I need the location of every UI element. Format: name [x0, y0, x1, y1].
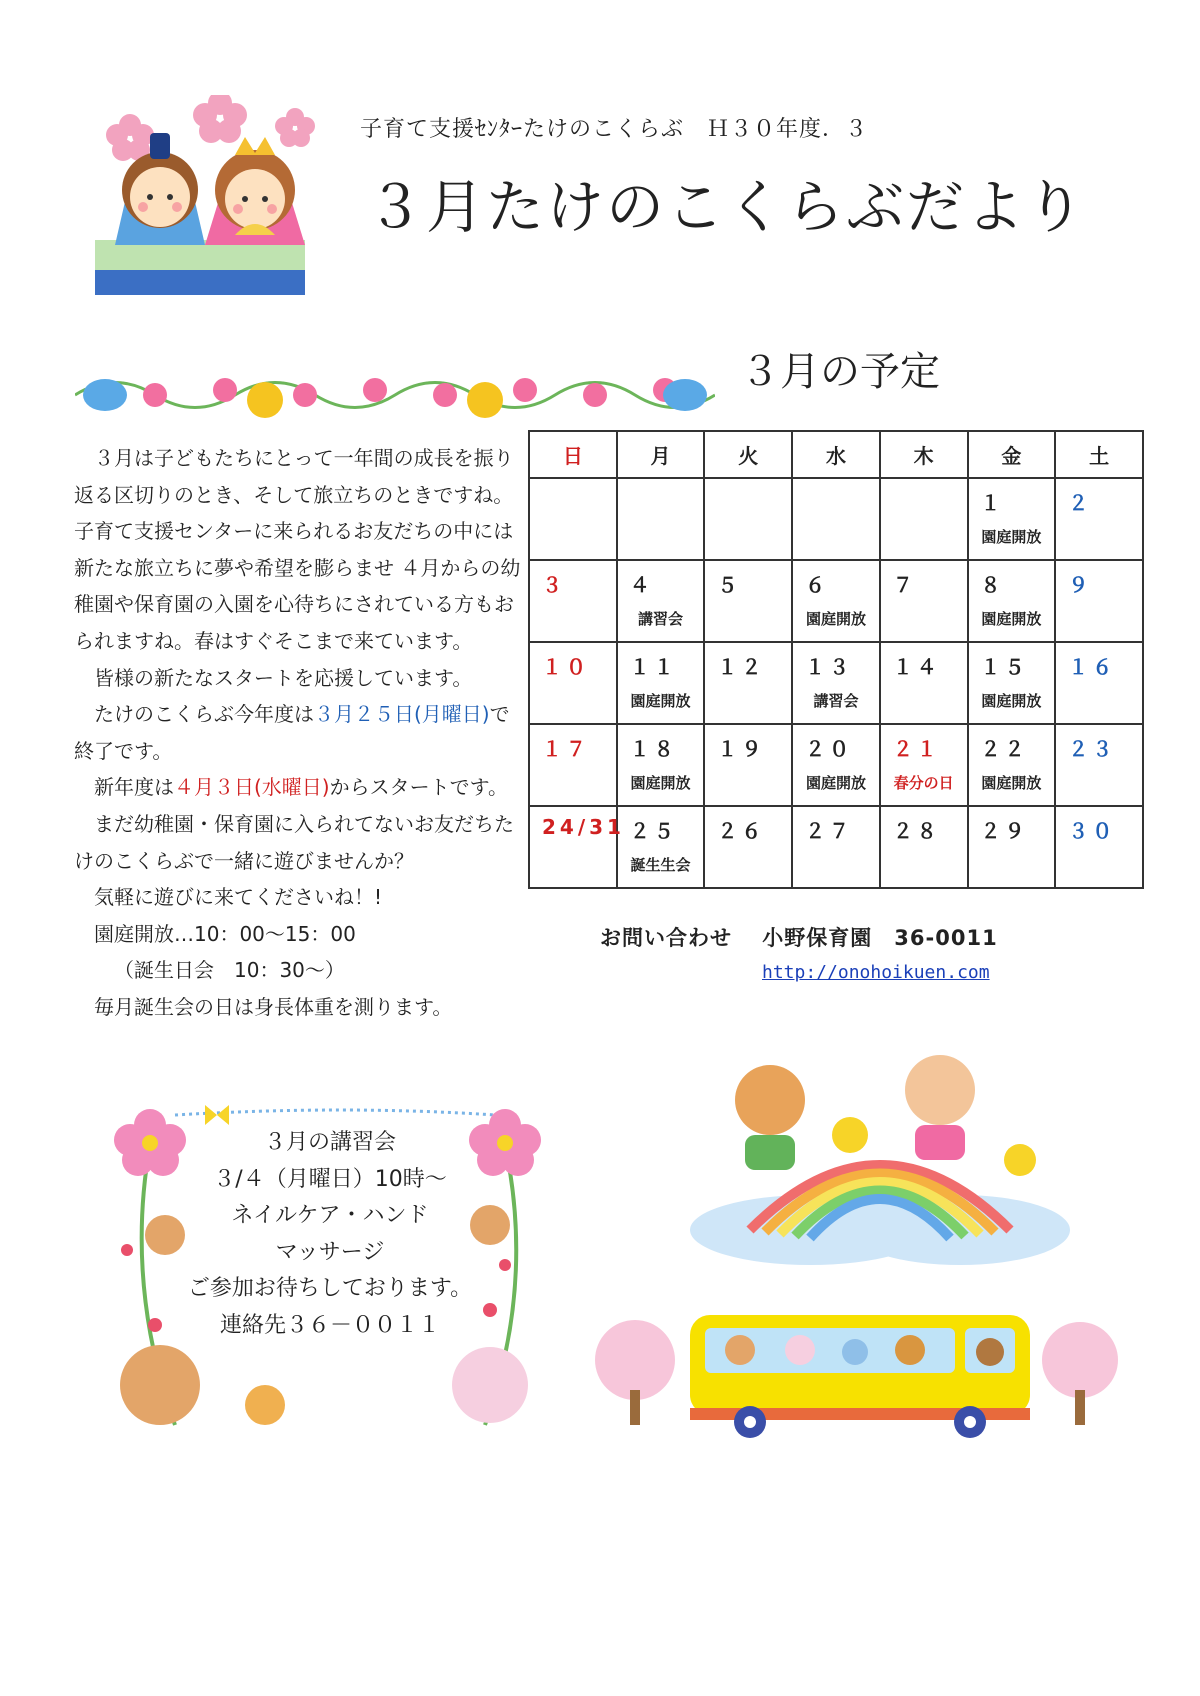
day-number: １９: [717, 737, 766, 761]
day-number: ２: [1068, 491, 1093, 515]
day-number: ２１: [892, 737, 941, 761]
weekday-header: 火: [704, 431, 792, 478]
calendar-day-cell: [968, 724, 1056, 806]
day-number: ８: [980, 573, 1005, 597]
calendar-header-row: [529, 431, 1143, 478]
calendar-day-cell: [880, 724, 968, 806]
weekday-header: 金: [968, 431, 1056, 478]
intro-text: [74, 440, 522, 1026]
notice-topic: マッサージ: [275, 1239, 385, 1265]
day-number: ２５: [629, 819, 678, 843]
intro-paragraph: 毎月誕生会の日は身長体重を測ります。: [94, 994, 453, 1019]
day-event: 誕生生会: [630, 856, 691, 874]
day-event: 園庭開放: [981, 528, 1042, 546]
day-number: １８: [629, 737, 678, 761]
day-number: ３: [542, 573, 566, 597]
calendar-day-cell: [968, 560, 1056, 642]
calendar-day-cell: [704, 560, 792, 642]
day-event: 園庭開放: [981, 774, 1042, 792]
calendar-day-cell: [617, 478, 705, 560]
calendar-day-cell: [792, 642, 880, 724]
calendar-day-cell: [704, 478, 792, 560]
calendar-day-cell: [529, 642, 617, 724]
calendar-day-cell: [792, 806, 880, 888]
day-number: ７: [892, 573, 917, 597]
day-number: ２３: [1068, 737, 1117, 761]
day-number: １５: [980, 655, 1029, 679]
day-number: [618, 479, 704, 487]
calendar-day-cell: [792, 478, 880, 560]
day-number: ２７: [805, 819, 854, 843]
calendar-day-cell: [968, 478, 1056, 560]
intro-paragraph: まだ幼稚園・保育園に入られてないお友だちたけのこくらぶで一緒に遊びませんか？: [74, 811, 514, 873]
day-number: １１: [629, 655, 678, 679]
day-number: ４: [629, 573, 654, 597]
day-event: 園庭開放: [805, 610, 866, 628]
calendar-day-cell: [617, 806, 705, 888]
notice-topic: ネイルケア・ハンド: [231, 1203, 429, 1228]
rainbow-animals-illustration: [690, 1040, 1070, 1270]
calendar-week-row: [529, 806, 1143, 888]
flower-bird-border: [75, 360, 715, 430]
calendar-day-cell: [880, 642, 968, 724]
day-event: 園庭開放: [630, 774, 691, 792]
contact-info: お問い合わせ 小野保育園 36-0011: [600, 926, 998, 950]
day-number: ９: [1068, 573, 1093, 597]
day-number: １４: [892, 655, 941, 679]
calendar-day-cell: [880, 478, 968, 560]
calendar-week-row: [529, 560, 1143, 642]
day-number: [881, 479, 967, 487]
day-number: ５: [717, 573, 742, 597]
calendar-day-cell: [704, 806, 792, 888]
calendar-day-cell: [529, 478, 617, 560]
intro-paragraph: （誕生日会 10：30～）: [114, 958, 345, 983]
day-number: １０: [542, 655, 590, 679]
calendar-week-row: [529, 478, 1143, 560]
calendar-day-cell: [1055, 806, 1143, 888]
day-number: [793, 479, 879, 487]
day-event: 園庭開放: [981, 692, 1042, 710]
day-number: [530, 479, 616, 487]
day-number: １３: [805, 655, 854, 679]
calendar-day-cell: [968, 642, 1056, 724]
calendar-day-cell: [529, 806, 625, 888]
calendar-day-cell: [1055, 560, 1143, 642]
calendar-day-cell: [1055, 478, 1143, 560]
day-number: １６: [1068, 655, 1117, 679]
day-number: ６: [805, 573, 830, 597]
weekday-header: 土: [1055, 431, 1143, 478]
notice-date: ３/４（月曜日）10時～: [213, 1166, 447, 1192]
calendar-day-cell: [792, 560, 880, 642]
calendar-day-cell: [529, 560, 617, 642]
calendar-day-cell: [1055, 724, 1143, 806]
day-event: 春分の日: [893, 774, 954, 792]
weekday-header: 木: [880, 431, 968, 478]
website-link[interactable]: http://onohoikuen.com: [762, 962, 990, 983]
calendar-day-cell: [1055, 642, 1143, 724]
day-number: ２９: [980, 819, 1029, 843]
calendar-day-cell: [529, 724, 617, 806]
notice-invite: ご参加お待ちしております。: [187, 1276, 473, 1301]
intro-paragraph: たけのこくらぶ今年度は３月２５日(月曜日)で終了です。: [74, 702, 510, 763]
hina-dolls-illustration: [95, 95, 335, 325]
day-number: ３０: [1068, 819, 1117, 843]
day-event: 園庭開放: [630, 692, 691, 710]
calendar-day-cell: [880, 806, 968, 888]
calendar-week-row: [529, 642, 1143, 724]
calendar-day-cell: [968, 806, 1056, 888]
day-number: ２２: [980, 737, 1029, 761]
day-number: [705, 479, 791, 487]
calendar-day-cell: [617, 560, 705, 642]
march-calendar: [528, 430, 1144, 889]
newsletter-title: ３月たけのこくらぶだより: [366, 173, 1087, 241]
calendar-day-cell: [617, 642, 705, 724]
school-bus-illustration: [590, 1300, 1130, 1440]
day-event: 講習会: [638, 610, 684, 628]
newsletter-subtitle: 子育て支援ｾﾝﾀｰたけのこくらぶ Ｈ３０年度．３: [360, 117, 869, 142]
weekday-header: 水: [792, 431, 880, 478]
calendar-week-row: [529, 724, 1143, 806]
end-date: ３月２５日(月曜日): [314, 702, 490, 727]
intro-paragraph: 新年度は４月３日(水曜日)からスタートです。: [94, 775, 509, 800]
calendar-day-cell: [880, 560, 968, 642]
day-event: 講習会: [813, 692, 859, 710]
calendar-title: ３月の予定: [740, 349, 940, 395]
day-number: １: [980, 491, 1005, 515]
day-number: １７: [542, 737, 590, 761]
intro-paragraph: 園庭開放…10：00～15：00: [94, 921, 356, 946]
workshop-notice: [150, 1125, 510, 1344]
intro-paragraph: ３月は子どもたちにとって一年間の成長を振り返る区切りのとき、そして旅立ちのときですね。子育て支援センターに来られるお友だちの中には新たな旅立ちに夢や希望を膨らませ ４月からの幼稚園や保育園の入園を心待ちにされている方もおられますね。春はすぐそこまで来ています。: [74, 446, 521, 653]
weekday-header: 日: [529, 431, 617, 478]
calendar-day-cell: [617, 724, 705, 806]
day-number: ２６: [717, 819, 766, 843]
day-number: 24/31: [542, 815, 625, 839]
day-event: 園庭開放: [805, 774, 866, 792]
calendar-day-cell: [704, 724, 792, 806]
calendar-day-cell: [704, 642, 792, 724]
day-event: 園庭開放: [981, 610, 1042, 628]
weekday-header: 月: [617, 431, 705, 478]
day-number: １２: [717, 655, 766, 679]
intro-paragraph: 気軽に遊びに来てくださいね！!: [94, 885, 383, 910]
day-number: ２０: [805, 737, 854, 761]
intro-paragraph: 皆様の新たなスタートを応援しています。: [94, 665, 473, 690]
calendar-day-cell: [792, 724, 880, 806]
notice-contact: 連絡先３６－００１１: [219, 1312, 440, 1338]
notice-title: ３月の講習会: [263, 1130, 396, 1155]
day-number: ２８: [892, 819, 941, 843]
start-date: ４月３日(水曜日): [174, 775, 330, 800]
